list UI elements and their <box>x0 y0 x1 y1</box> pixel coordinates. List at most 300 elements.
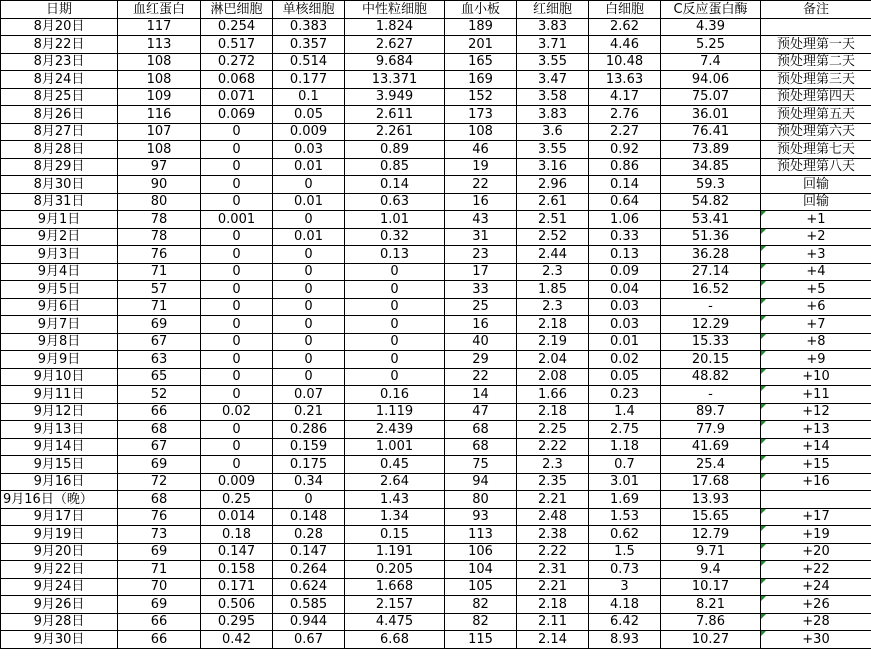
date-cell: 8月29日 <box>1 158 118 176</box>
hemoglobin-cell: 117 <box>118 18 201 36</box>
platelet-cell: 29 <box>445 351 517 369</box>
lymphocyte-cell: 0 <box>201 456 273 474</box>
lymphocyte-cell: 0.25 <box>201 491 273 509</box>
neutrophil-cell: 1.119 <box>345 403 445 421</box>
neutrophil-cell: 0.13 <box>345 246 445 264</box>
hemoglobin-cell: 68 <box>118 421 201 439</box>
notes-cell: +10 <box>761 368 871 386</box>
crp-cell: 48.82 <box>661 368 761 386</box>
wbc-cell: 0.02 <box>589 351 661 369</box>
crp-cell: 77.9 <box>661 421 761 439</box>
wbc-cell: 0.64 <box>589 193 661 211</box>
notes-cell: +16 <box>761 473 871 491</box>
hemoglobin-cell: 108 <box>118 53 201 71</box>
notes-cell: +30 <box>761 631 871 649</box>
platelet-cell: 106 <box>445 543 517 561</box>
neutrophil-cell: 0.89 <box>345 141 445 159</box>
wbc-cell: 4.46 <box>589 36 661 54</box>
neutrophil-cell: 2.64 <box>345 473 445 491</box>
platelet-cell: 189 <box>445 18 517 36</box>
table-row <box>1 228 871 246</box>
date-cell: 9月2日 <box>1 228 118 246</box>
hemoglobin-cell: 72 <box>118 473 201 491</box>
hemoglobin-cell: 52 <box>118 386 201 404</box>
monocyte-cell: 0 <box>273 368 345 386</box>
hemoglobin-cell: 78 <box>118 228 201 246</box>
date-cell: 8月30日 <box>1 176 118 194</box>
date-cell: 9月19日 <box>1 526 118 544</box>
crp-cell: 89.7 <box>661 403 761 421</box>
monocyte-cell: 0.21 <box>273 403 345 421</box>
wbc-cell: 13.63 <box>589 71 661 89</box>
date-cell: 8月25日 <box>1 88 118 106</box>
wbc-cell: 0.62 <box>589 526 661 544</box>
table-row <box>1 281 871 299</box>
rbc-cell: 3.71 <box>517 36 589 54</box>
table-row <box>1 298 871 316</box>
platelet-cell: 108 <box>445 123 517 141</box>
wbc-cell: 2.75 <box>589 421 661 439</box>
date-cell: 9月8日 <box>1 333 118 351</box>
platelet-cell: 16 <box>445 316 517 334</box>
monocyte-cell: 0.05 <box>273 106 345 124</box>
neutrophil-cell: 3.949 <box>345 88 445 106</box>
notes-cell: +4 <box>761 263 871 281</box>
platelet-cell: 40 <box>445 333 517 351</box>
hemoglobin-cell: 69 <box>118 596 201 614</box>
neutrophil-cell: 1.01 <box>345 211 445 229</box>
rbc-cell: 2.61 <box>517 193 589 211</box>
rbc-cell: 2.18 <box>517 596 589 614</box>
notes-cell: +17 <box>761 508 871 526</box>
table-row <box>1 526 871 544</box>
platelet-cell: 23 <box>445 246 517 264</box>
neutrophil-cell: 0.45 <box>345 456 445 474</box>
table-row <box>1 141 871 159</box>
date-cell: 9月4日 <box>1 263 118 281</box>
crp-cell: 15.65 <box>661 508 761 526</box>
date-cell: 8月28日 <box>1 141 118 159</box>
rbc-cell: 2.14 <box>517 631 589 649</box>
monocyte-cell: 0.03 <box>273 141 345 159</box>
monocyte-cell: 0.28 <box>273 526 345 544</box>
notes-cell: +24 <box>761 578 871 596</box>
table-row <box>1 403 871 421</box>
platelet-cell: 105 <box>445 578 517 596</box>
neutrophil-cell: 0.85 <box>345 158 445 176</box>
notes-cell: +14 <box>761 438 871 456</box>
rbc-cell: 3.6 <box>517 123 589 141</box>
crp-cell: 94.06 <box>661 71 761 89</box>
wbc-cell: 0.7 <box>589 456 661 474</box>
lymphocyte-cell: 0.171 <box>201 578 273 596</box>
neutrophil-cell: 2.439 <box>345 421 445 439</box>
table-row <box>1 333 871 351</box>
monocyte-cell: 0 <box>273 316 345 334</box>
header-platelet: 血小板 <box>445 1 517 19</box>
date-cell: 8月31日 <box>1 193 118 211</box>
table-row <box>1 578 871 596</box>
notes-cell: 预处理第七天 <box>761 141 871 159</box>
rbc-cell: 3.58 <box>517 88 589 106</box>
header-rbc: 红细胞 <box>517 1 589 19</box>
rbc-cell: 2.35 <box>517 473 589 491</box>
hemoglobin-cell: 66 <box>118 403 201 421</box>
neutrophil-cell: 0 <box>345 298 445 316</box>
monocyte-cell: 0 <box>273 211 345 229</box>
date-cell: 9月20日 <box>1 543 118 561</box>
neutrophil-cell: 0.15 <box>345 526 445 544</box>
rbc-cell: 2.3 <box>517 298 589 316</box>
crp-cell: 10.17 <box>661 578 761 596</box>
notes-cell: 回输 <box>761 193 871 211</box>
crp-cell: 20.15 <box>661 351 761 369</box>
platelet-cell: 17 <box>445 263 517 281</box>
hemoglobin-cell: 107 <box>118 123 201 141</box>
crp-cell: 17.68 <box>661 473 761 491</box>
notes-cell: +7 <box>761 316 871 334</box>
monocyte-cell: 0.159 <box>273 438 345 456</box>
notes-cell: 回输 <box>761 176 871 194</box>
monocyte-cell: 0 <box>273 246 345 264</box>
neutrophil-cell: 1.668 <box>345 578 445 596</box>
notes-cell: +22 <box>761 561 871 579</box>
header-lymphocyte: 淋巴细胞 <box>201 1 273 19</box>
date-cell: 9月11日 <box>1 386 118 404</box>
date-cell: 9月3日 <box>1 246 118 264</box>
monocyte-cell: 0.175 <box>273 456 345 474</box>
table-row <box>1 158 871 176</box>
table-row <box>1 368 871 386</box>
wbc-cell: 1.4 <box>589 403 661 421</box>
crp-cell: 4.39 <box>661 18 761 36</box>
hemoglobin-cell: 90 <box>118 176 201 194</box>
hemoglobin-cell: 68 <box>118 491 201 509</box>
lymphocyte-cell: 0 <box>201 158 273 176</box>
rbc-cell: 3.55 <box>517 141 589 159</box>
table-row <box>1 106 871 124</box>
hemoglobin-cell: 69 <box>118 543 201 561</box>
notes-cell <box>761 18 871 36</box>
wbc-cell: 4.17 <box>589 88 661 106</box>
rbc-cell: 1.85 <box>517 281 589 299</box>
neutrophil-cell: 6.68 <box>345 631 445 649</box>
crp-cell: 36.28 <box>661 246 761 264</box>
table-row <box>1 88 871 106</box>
platelet-cell: 201 <box>445 36 517 54</box>
neutrophil-cell: 0.32 <box>345 228 445 246</box>
rbc-cell: 2.19 <box>517 333 589 351</box>
wbc-cell: 0.73 <box>589 561 661 579</box>
monocyte-cell: 0 <box>273 333 345 351</box>
lymphocyte-cell: 0 <box>201 246 273 264</box>
neutrophil-cell: 1.824 <box>345 18 445 36</box>
table-row <box>1 491 871 509</box>
crp-cell: 13.93 <box>661 491 761 509</box>
monocyte-cell: 0.624 <box>273 578 345 596</box>
rbc-cell: 2.3 <box>517 263 589 281</box>
lymphocyte-cell: 0.071 <box>201 88 273 106</box>
wbc-cell: 0.09 <box>589 263 661 281</box>
notes-cell: +20 <box>761 543 871 561</box>
lymphocyte-cell: 0.295 <box>201 613 273 631</box>
hemoglobin-cell: 108 <box>118 71 201 89</box>
crp-cell: 7.86 <box>661 613 761 631</box>
hemoglobin-cell: 71 <box>118 298 201 316</box>
wbc-cell: 0.13 <box>589 246 661 264</box>
rbc-cell: 2.38 <box>517 526 589 544</box>
monocyte-cell: 0.357 <box>273 36 345 54</box>
date-cell: 8月20日 <box>1 18 118 36</box>
rbc-cell: 3.55 <box>517 53 589 71</box>
hemoglobin-cell: 109 <box>118 88 201 106</box>
neutrophil-cell: 2.611 <box>345 106 445 124</box>
table-row <box>1 473 871 491</box>
monocyte-cell: 0.009 <box>273 123 345 141</box>
wbc-cell: 8.93 <box>589 631 661 649</box>
notes-cell: 预处理第三天 <box>761 71 871 89</box>
hemoglobin-cell: 71 <box>118 561 201 579</box>
date-cell: 9月5日 <box>1 281 118 299</box>
date-cell: 9月6日 <box>1 298 118 316</box>
platelet-cell: 19 <box>445 158 517 176</box>
monocyte-cell: 0.514 <box>273 53 345 71</box>
platelet-cell: 16 <box>445 193 517 211</box>
platelet-cell: 75 <box>445 456 517 474</box>
wbc-cell: 1.5 <box>589 543 661 561</box>
lymphocyte-cell: 0.009 <box>201 473 273 491</box>
crp-cell: - <box>661 386 761 404</box>
wbc-cell: 0.01 <box>589 333 661 351</box>
hemoglobin-cell: 67 <box>118 438 201 456</box>
table-body <box>1 18 871 648</box>
rbc-cell: 2.08 <box>517 368 589 386</box>
lymphocyte-cell: 0.069 <box>201 106 273 124</box>
header-wbc: 白细胞 <box>589 1 661 19</box>
rbc-cell: 3.83 <box>517 106 589 124</box>
lymphocyte-cell: 0.014 <box>201 508 273 526</box>
neutrophil-cell: 0 <box>345 263 445 281</box>
notes-cell: +15 <box>761 456 871 474</box>
lymphocyte-cell: 0 <box>201 228 273 246</box>
header-crp: C反应蛋白酶 <box>661 1 761 19</box>
hemoglobin-cell: 65 <box>118 368 201 386</box>
date-cell: 9月16日 <box>1 473 118 491</box>
platelet-cell: 104 <box>445 561 517 579</box>
monocyte-cell: 0 <box>273 176 345 194</box>
date-cell: 9月15日 <box>1 456 118 474</box>
table-row <box>1 53 871 71</box>
table-row <box>1 246 871 264</box>
rbc-cell: 2.22 <box>517 543 589 561</box>
notes-cell: +1 <box>761 211 871 229</box>
monocyte-cell: 0 <box>273 351 345 369</box>
platelet-cell: 43 <box>445 211 517 229</box>
neutrophil-cell: 0 <box>345 281 445 299</box>
monocyte-cell: 0.148 <box>273 508 345 526</box>
rbc-cell: 2.21 <box>517 578 589 596</box>
neutrophil-cell: 2.627 <box>345 36 445 54</box>
lymphocyte-cell: 0.517 <box>201 36 273 54</box>
wbc-cell: 0.33 <box>589 228 661 246</box>
rbc-cell: 2.3 <box>517 456 589 474</box>
header-row <box>1 1 871 19</box>
rbc-cell: 2.51 <box>517 211 589 229</box>
table-row <box>1 123 871 141</box>
wbc-cell: 0.03 <box>589 298 661 316</box>
wbc-cell: 2.62 <box>589 18 661 36</box>
platelet-cell: 25 <box>445 298 517 316</box>
crp-cell: 76.41 <box>661 123 761 141</box>
lymphocyte-cell: 0.254 <box>201 18 273 36</box>
crp-cell: 75.07 <box>661 88 761 106</box>
lymphocyte-cell: 0 <box>201 316 273 334</box>
table-row <box>1 193 871 211</box>
hemoglobin-cell: 71 <box>118 263 201 281</box>
wbc-cell: 0.04 <box>589 281 661 299</box>
neutrophil-cell: 1.34 <box>345 508 445 526</box>
wbc-cell: 1.18 <box>589 438 661 456</box>
hemoglobin-cell: 116 <box>118 106 201 124</box>
wbc-cell: 6.42 <box>589 613 661 631</box>
table-row <box>1 386 871 404</box>
neutrophil-cell: 0.16 <box>345 386 445 404</box>
lymphocyte-cell: 0.158 <box>201 561 273 579</box>
notes-cell <box>761 491 871 509</box>
rbc-cell: 2.21 <box>517 491 589 509</box>
wbc-cell: 3.01 <box>589 473 661 491</box>
monocyte-cell: 0.01 <box>273 158 345 176</box>
lymphocyte-cell: 0 <box>201 438 273 456</box>
crp-cell: 9.71 <box>661 543 761 561</box>
lymphocyte-cell: 0 <box>201 263 273 281</box>
notes-cell: 预处理第一天 <box>761 36 871 54</box>
crp-cell: 36.01 <box>661 106 761 124</box>
neutrophil-cell: 4.475 <box>345 613 445 631</box>
table-row <box>1 456 871 474</box>
date-cell: 9月16日（晚） <box>1 491 118 509</box>
notes-cell: +26 <box>761 596 871 614</box>
notes-cell: +11 <box>761 386 871 404</box>
platelet-cell: 94 <box>445 473 517 491</box>
crp-cell: 7.4 <box>661 53 761 71</box>
wbc-cell: 0.05 <box>589 368 661 386</box>
neutrophil-cell: 9.684 <box>345 53 445 71</box>
table-row <box>1 71 871 89</box>
neutrophil-cell: 0.63 <box>345 193 445 211</box>
platelet-cell: 68 <box>445 421 517 439</box>
monocyte-cell: 0.264 <box>273 561 345 579</box>
table-row <box>1 18 871 36</box>
table-row <box>1 351 871 369</box>
table-row <box>1 263 871 281</box>
crp-cell: 51.36 <box>661 228 761 246</box>
rbc-cell: 2.44 <box>517 246 589 264</box>
rbc-cell: 2.11 <box>517 613 589 631</box>
crp-cell: 53.41 <box>661 211 761 229</box>
rbc-cell: 2.96 <box>517 176 589 194</box>
lymphocyte-cell: 0.147 <box>201 543 273 561</box>
platelet-cell: 82 <box>445 613 517 631</box>
crp-cell: 9.4 <box>661 561 761 579</box>
platelet-cell: 46 <box>445 141 517 159</box>
monocyte-cell: 0.585 <box>273 596 345 614</box>
rbc-cell: 3.47 <box>517 71 589 89</box>
wbc-cell: 0.03 <box>589 316 661 334</box>
monocyte-cell: 0.147 <box>273 543 345 561</box>
crp-cell: 5.25 <box>661 36 761 54</box>
table-header <box>1 1 871 19</box>
platelet-cell: 47 <box>445 403 517 421</box>
monocyte-cell: 0.01 <box>273 193 345 211</box>
date-cell: 9月9日 <box>1 351 118 369</box>
header-neutrophil: 中性粒细胞 <box>345 1 445 19</box>
date-cell: 9月26日 <box>1 596 118 614</box>
platelet-cell: 115 <box>445 631 517 649</box>
lymphocyte-cell: 0.068 <box>201 71 273 89</box>
hemoglobin-cell: 76 <box>118 508 201 526</box>
date-cell: 8月24日 <box>1 71 118 89</box>
monocyte-cell: 0.01 <box>273 228 345 246</box>
crp-cell: 73.89 <box>661 141 761 159</box>
table-row <box>1 613 871 631</box>
lymphocyte-cell: 0.272 <box>201 53 273 71</box>
hemoglobin-cell: 76 <box>118 246 201 264</box>
hemoglobin-cell: 97 <box>118 158 201 176</box>
rbc-cell: 3.16 <box>517 158 589 176</box>
crp-cell: 59.3 <box>661 176 761 194</box>
hemoglobin-cell: 66 <box>118 631 201 649</box>
monocyte-cell: 0 <box>273 298 345 316</box>
header-hemoglobin: 血红蛋白 <box>118 1 201 19</box>
monocyte-cell: 0.177 <box>273 71 345 89</box>
platelet-cell: 173 <box>445 106 517 124</box>
wbc-cell: 4.18 <box>589 596 661 614</box>
table-row <box>1 561 871 579</box>
monocyte-cell: 0.944 <box>273 613 345 631</box>
monocyte-cell: 0 <box>273 263 345 281</box>
platelet-cell: 14 <box>445 386 517 404</box>
platelet-cell: 82 <box>445 596 517 614</box>
date-cell: 9月14日 <box>1 438 118 456</box>
monocyte-cell: 0.07 <box>273 386 345 404</box>
hemoglobin-cell: 69 <box>118 456 201 474</box>
platelet-cell: 165 <box>445 53 517 71</box>
platelet-cell: 31 <box>445 228 517 246</box>
lymphocyte-cell: 0.506 <box>201 596 273 614</box>
crp-cell: - <box>661 298 761 316</box>
platelet-cell: 113 <box>445 526 517 544</box>
neutrophil-cell: 2.157 <box>345 596 445 614</box>
wbc-cell: 0.23 <box>589 386 661 404</box>
crp-cell: 34.85 <box>661 158 761 176</box>
lymphocyte-cell: 0.18 <box>201 526 273 544</box>
header-date: 日期 <box>1 1 118 19</box>
crp-cell: 10.27 <box>661 631 761 649</box>
date-cell: 9月12日 <box>1 403 118 421</box>
lymphocyte-cell: 0 <box>201 386 273 404</box>
platelet-cell: 152 <box>445 88 517 106</box>
platelet-cell: 169 <box>445 71 517 89</box>
neutrophil-cell: 2.261 <box>345 123 445 141</box>
date-cell: 9月17日 <box>1 508 118 526</box>
neutrophil-cell: 0 <box>345 351 445 369</box>
lymphocyte-cell: 0.001 <box>201 211 273 229</box>
monocyte-cell: 0 <box>273 281 345 299</box>
crp-cell: 27.14 <box>661 263 761 281</box>
lymphocyte-cell: 0 <box>201 123 273 141</box>
wbc-cell: 0.14 <box>589 176 661 194</box>
